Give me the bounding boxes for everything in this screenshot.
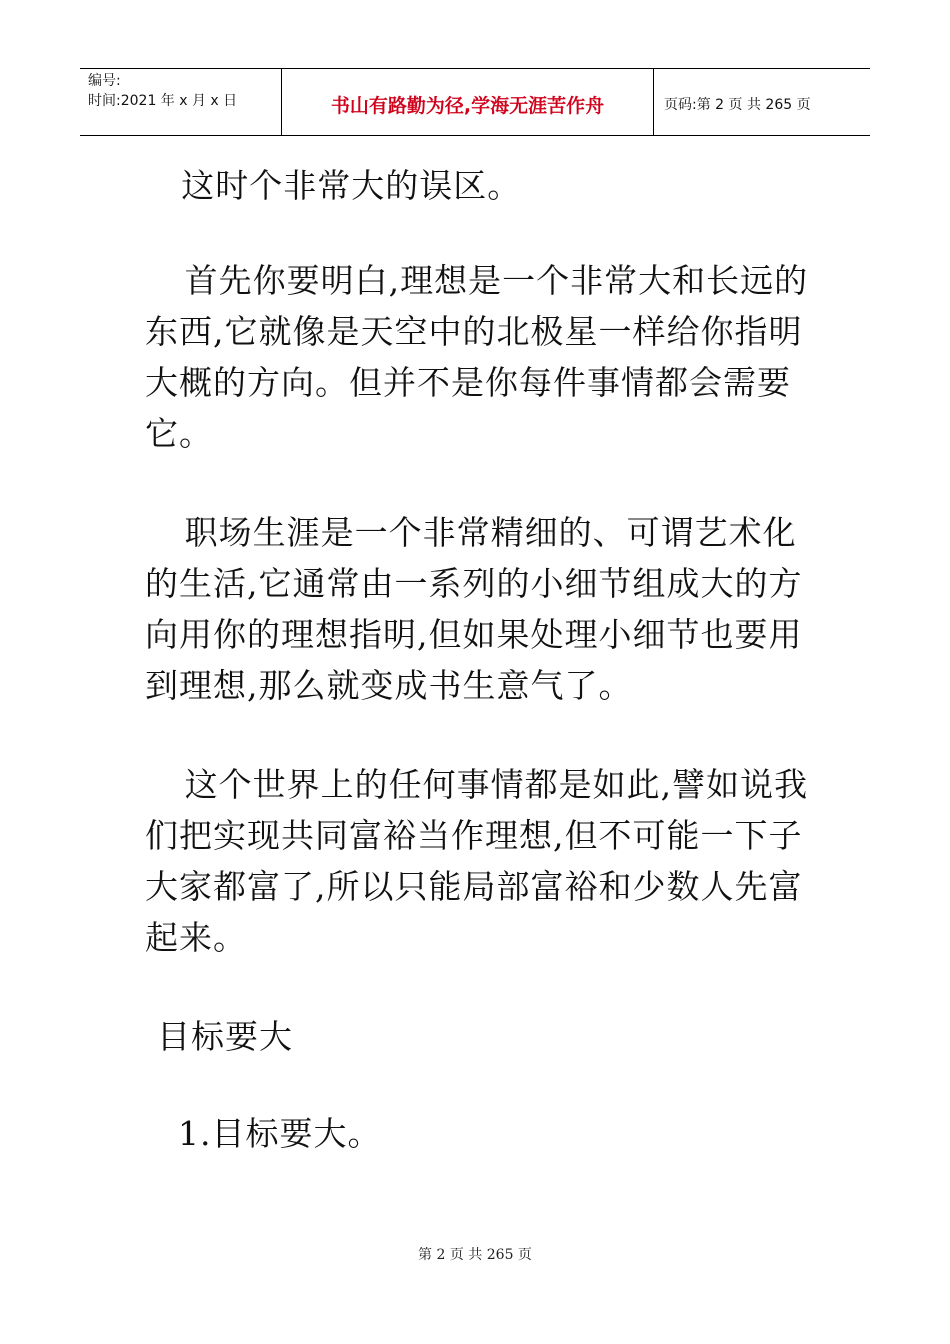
- header-page-info: 页码:第 2 页 共 265 页: [664, 97, 811, 113]
- document-code-label: 编号:: [88, 73, 121, 89]
- numbered-item: 1.目标要大。: [178, 1114, 382, 1153]
- body-paragraph: 职场生涯是一个非常精细的、可谓艺术化的生活,它通常由一系列的小细节组成大的方向用你的理想指明,但如果处理小细节也要用到理想,那么就变成书生意气了。: [145, 513, 803, 705]
- footer-page-number: 第 2 页 共 265 页: [418, 1247, 532, 1263]
- header-motto: 书山有路勤为径,学海无涯苦作舟: [330, 94, 605, 117]
- body-paragraph: 这个世界上的任何事情都是如此,譬如说我们把实现共同富裕当作理想,但不可能一下子大家都富了,所以只能局部富裕和少数人先富起来。: [145, 765, 809, 957]
- body-paragraph: 首先你要明白,理想是一个非常大和长远的东西,它就像是天空中的北极星一样给你指明大概的方向。但并不是你每件事情都会需要它。: [145, 261, 809, 453]
- section-heading: 目标要大: [157, 1017, 293, 1056]
- document-time-label: 时间:2021 年 x 月 x 日: [88, 93, 238, 109]
- document-body: [145, 160, 810, 1159]
- header-meta-cell: [80, 69, 282, 135]
- header-page-cell: [654, 69, 870, 135]
- page-header: [80, 68, 870, 136]
- body-paragraph: 这时个非常大的误区。: [181, 166, 522, 205]
- header-motto-cell: [282, 69, 654, 135]
- page-footer: [0, 1244, 950, 1264]
